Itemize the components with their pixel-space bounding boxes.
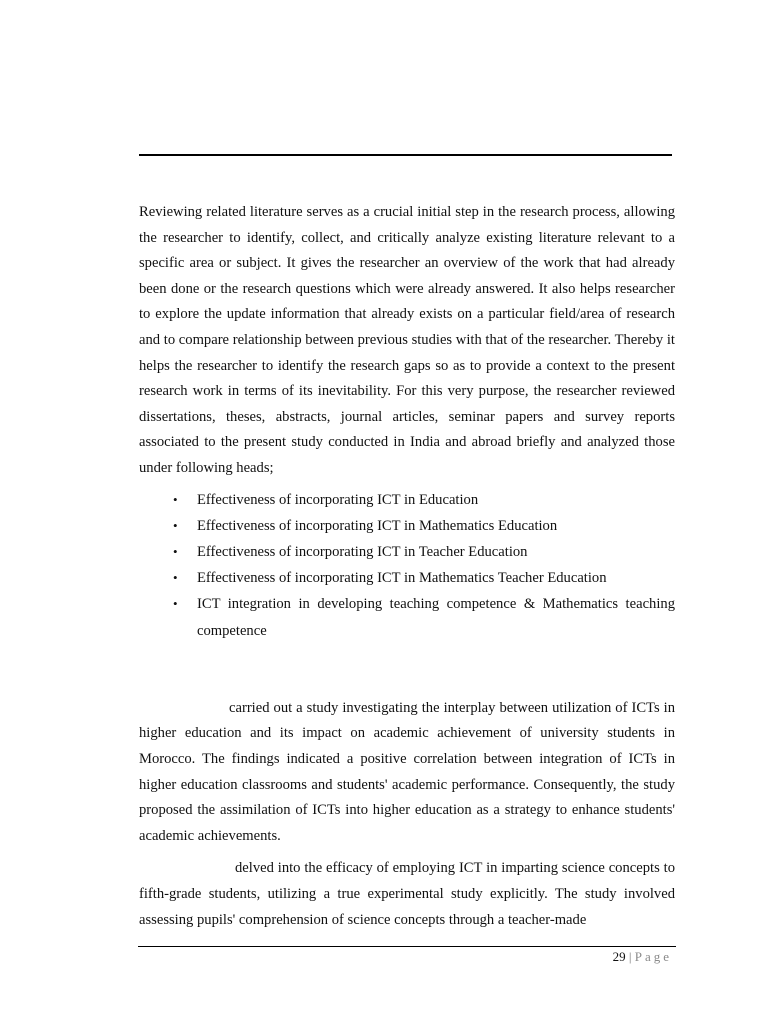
intro-paragraph: Reviewing related literature serves as a crucial initial step in the research process, allowing the researcher to identify, collect, and critically analyze existing literature relevant to a specific area or subject. It gives the researcher an overview of the work that had already been done or the research questions which were already answered. It also helps researcher to explore the update information that already exists on a particular field/area of research and to compare relationship between previous studies with that of the researcher. Thereby it helps the researcher to identify the research gaps so as to provide a context to the present research work in terms of its inevitability. For this very purpose, the researcher reviewed dissertations, theses, abstracts, journal articles, seminar papers and survey reports associated to the present study conducted in India and abroad briefly and analyzed those under following heads; <box>139 204 675 476</box>
page-footer <box>613 948 672 966</box>
study-paragraph-2: delved into the efficacy of employing ICT in imparting science concepts to fifth-grade students, utilizing a true experimental study explicitly. The study involved assessing pupils' comprehension of science concepts through a teacher-made <box>139 860 675 928</box>
page-number: 29 <box>612 949 626 964</box>
list-item <box>139 539 675 565</box>
list-item-text: Effectiveness of incorporating ICT in Mathematics Education <box>197 517 558 534</box>
list-item-text: ICT integration in developing teaching competence & Mathematics teaching competence <box>197 596 675 639</box>
list-item <box>139 565 675 591</box>
bullet-icon: • <box>173 543 178 559</box>
list-item-text: Effectiveness of incorporating ICT in Mathematics Teacher Education <box>197 570 607 587</box>
footer-separator: | <box>628 949 632 964</box>
list-item-text: Effectiveness of incorporating ICT in Education <box>197 491 479 508</box>
list-item-text: Effectiveness of incorporating ICT in Teacher Education <box>197 543 528 560</box>
footer-rule <box>138 946 676 947</box>
list-item <box>139 487 675 513</box>
page-label: Page <box>634 949 672 964</box>
bullet-icon: • <box>173 596 178 612</box>
review-heads-list <box>139 487 675 644</box>
bullet-icon: • <box>173 570 178 586</box>
header-rule <box>139 154 672 156</box>
study-paragraph-1: carried out a study investigating the interplay between utilization of ICTs in higher education and its impact on academic achievement of university students in Morocco. The findings indicated a positive correlation between integration of ICTs in higher education classrooms and students' academic performance. Consequently, the study proposed the assimilation of ICTs into higher education as a strategy to enhance students' academic achievements. <box>139 699 675 844</box>
list-item <box>139 513 675 539</box>
bullet-icon: • <box>173 517 178 533</box>
page-content <box>139 200 675 933</box>
bullet-icon: • <box>173 491 178 507</box>
list-item <box>139 591 675 643</box>
